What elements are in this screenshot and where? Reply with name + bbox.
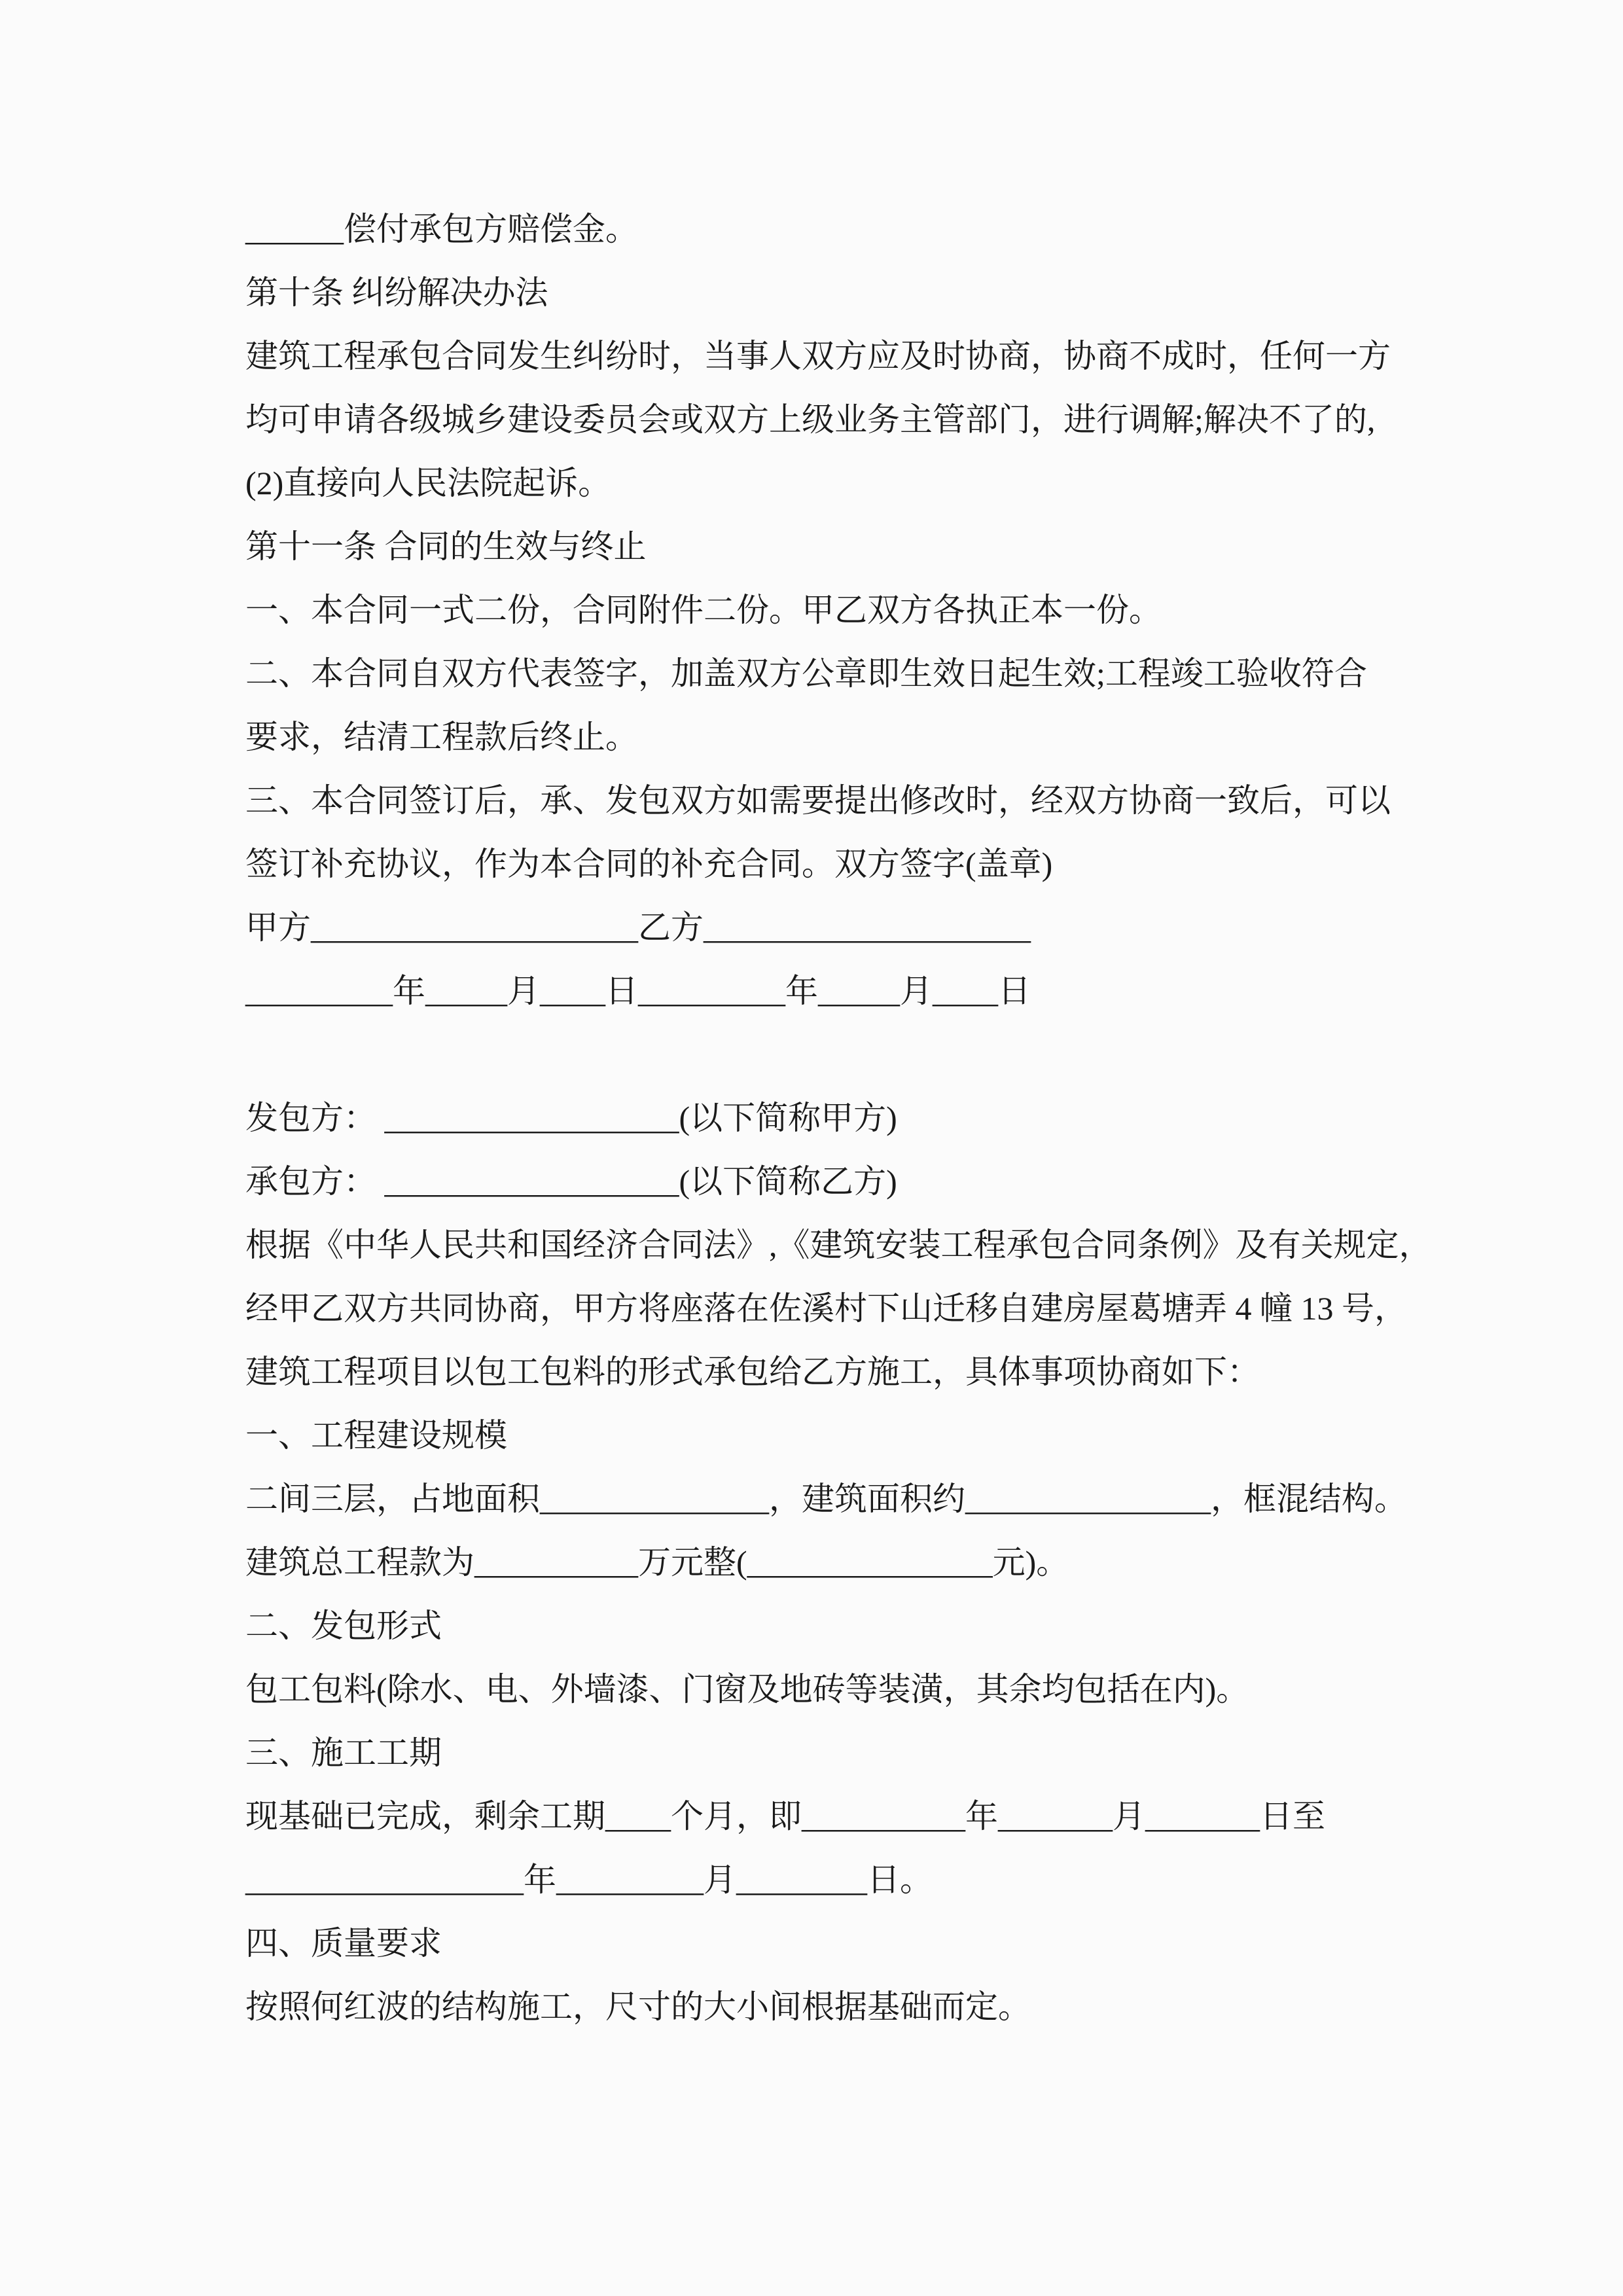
- section-3-line-1: 现基础已完成，剩余工期____个月，即__________年_______月_______日至: [245, 1798, 1325, 1835]
- article-11-heading: 第十一条 合同的生效与终止: [245, 528, 647, 565]
- article-11-item-3-line-1: 三、本合同签订后，承、发包双方如需要提出修改时，经双方协商一致后，可以: [245, 782, 1391, 819]
- article-10-heading: 第十条 纠纷解决办法: [245, 274, 548, 311]
- section-3-line-2: _________________年_________月________日。: [245, 1861, 933, 1898]
- section-4-heading: 四、质量要求: [245, 1925, 442, 1962]
- section-1-line-1: 二间三层，占地面积______________，建筑面积约_______________，框混结构。: [245, 1480, 1407, 1517]
- section-2-heading: 二、发包形式: [245, 1607, 442, 1644]
- signature-line-party-a-b: 甲方____________________乙方____________________: [245, 909, 1031, 946]
- section-1-line-2: 建筑总工程款为__________万元整(_______________元)。: [245, 1544, 1069, 1581]
- preamble-line-3: 建筑工程项目以包工包料的形式承包给乙方施工，具体事项协商如下：: [245, 1354, 1260, 1390]
- article-11-item-2-line-1: 二、本合同自双方代表签字，加盖双方公章即生效日起生效;工程竣工验收符合: [245, 655, 1367, 692]
- contractor-line: 承包方： __________________(以下简称乙方): [245, 1163, 897, 1200]
- signature-date-line: _________年_____月____日_________年_____月____日: [245, 973, 1031, 1009]
- section-3-heading: 三、施工工期: [245, 1734, 442, 1771]
- section-2-line-1: 包工包料(除水、电、外墙漆、门窗及地砖等装潢，其余均包括在内)。: [245, 1671, 1249, 1708]
- article-11-item-2-line-2: 要求，结清工程款后终止。: [245, 719, 638, 755]
- preamble-line-1: 根据《中华人民共和国经济合同法》,《建筑安装工程承包合同条例》及有关规定，: [245, 1227, 1432, 1263]
- article-10-paragraph-line-2: 均可申请各级城乡建设委员会或双方上级业务主管部门，进行调解;解决不了的,: [245, 401, 1376, 438]
- employer-line: 发包方： __________________(以下简称甲方): [245, 1100, 897, 1136]
- article-11-item-1: 一、本合同一式二份，合同附件二份。甲乙双方各执正本一份。: [245, 592, 1162, 628]
- blank-line: [245, 1023, 1417, 1086]
- contract-text-block: [245, 198, 1432, 2039]
- section-4-line-1: 按照何红波的结构施工，尺寸的大小间根据基础而定。: [245, 1988, 1031, 2025]
- preamble-line-2: 经甲乙双方共同协商，甲方将座落在佐溪村下山迁移自建房屋葛塘弄 4 幢 13 号，: [245, 1290, 1407, 1327]
- article-10-paragraph-line-1: 建筑工程承包合同发生纠纷时，当事人双方应及时协商，协商不成时，任何一方: [245, 338, 1391, 374]
- article-10-paragraph-line-3: (2)直接向人民法院起诉。: [245, 465, 611, 501]
- section-1-heading: 一、工程建设规模: [245, 1417, 507, 1454]
- article-11-item-3-line-2: 签订补充协议，作为本合同的补充合同。双方签字(盖章): [245, 846, 1053, 882]
- continuation-line-compensation: ______偿付承包方赔偿金。: [245, 211, 638, 247]
